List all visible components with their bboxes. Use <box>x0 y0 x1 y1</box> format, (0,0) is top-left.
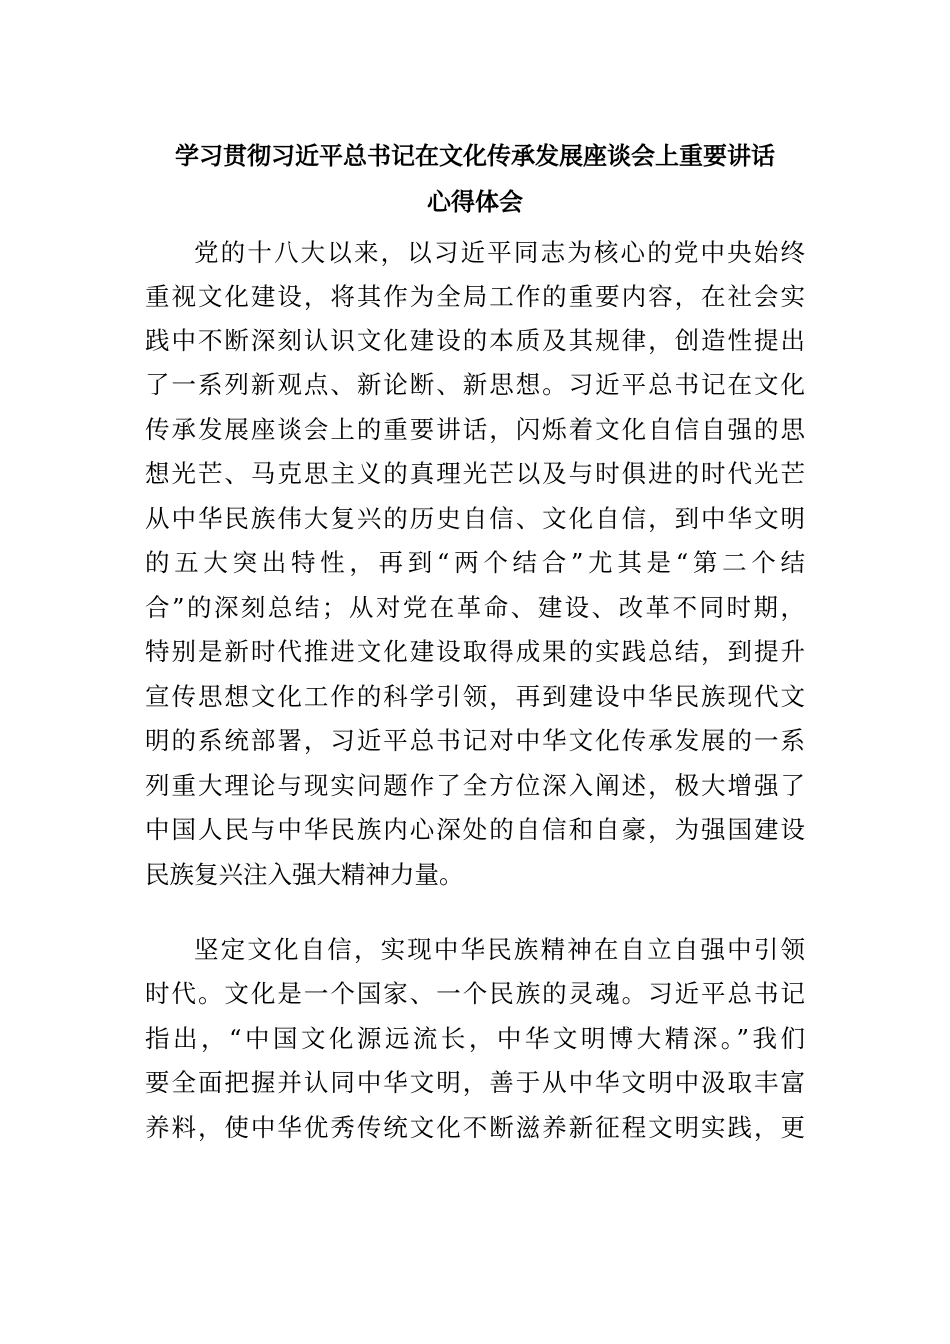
document-title-line-2: 心得体会 <box>427 188 523 216</box>
paragraph-line: 列重大理论与现实问题作了全方位深入阐述，极大增强了 <box>145 771 805 800</box>
paragraph-line: 中国人民与中华民族内心深处的自信和自豪，为强国建设 <box>145 815 805 844</box>
paragraph-line: 养料，使中华优秀传统文化不断滋养新征程文明实践，更 <box>145 1113 805 1142</box>
paragraph-line: 民族复兴注入强大精神力量。 <box>145 860 464 889</box>
paragraph-line: 要全面把握并认同中华文明，善于从中华文明中汲取丰富 <box>145 1068 805 1097</box>
paragraph-line: 时代。文化是一个国家、一个民族的灵魂。习近平总书记 <box>145 979 805 1008</box>
paragraph-line: 从中华民族伟大复兴的历史自信、文化自信，到中华文明 <box>145 504 805 533</box>
paragraph-line: 重视文化建设，将其作为全局工作的重要内容，在社会实 <box>145 282 805 311</box>
paragraph-line: 党的十八大以来，以习近平同志为核心的党中央始终 <box>194 238 805 267</box>
paragraph-line: 传承发展座谈会上的重要讲话，闪烁着文化自信自强的思 <box>145 415 805 444</box>
paragraph-line: 宣传思想文化工作的科学引领，再到建设中华民族现代文 <box>145 682 805 711</box>
paragraph-line: 了一系列新观点、新论断、新思想。习近平总书记在文化 <box>145 370 805 399</box>
paragraph-line: 明的系统部署，习近平总书记对中华文化传承发展的一系 <box>145 726 805 755</box>
paragraph-line: 指出，“中国文化源远流长，中华文明博大精深。”我们 <box>145 1024 805 1053</box>
paragraph-line: 想光芒、马克思主义的真理光芒以及与时俱进的时代光芒 <box>145 459 805 488</box>
paragraph-line: 的五大突出特性，再到“两个结合”尤其是“第二个结 <box>145 548 805 577</box>
paragraph-line: 坚定文化自信，实现中华民族精神在自立自强中引领 <box>194 935 805 964</box>
paragraph-line: 合”的深刻总结；从对党在革命、建设、改革不同时期， <box>145 593 805 622</box>
paragraph-line: 践中不断深刻认识文化建设的本质及其规律，创造性提出 <box>145 326 805 355</box>
paragraph-line: 特别是新时代推进文化建设取得成果的实践总结，到提升 <box>145 637 805 666</box>
document-title-line-1: 学习贯彻习近平总书记在文化传承发展座谈会上重要讲话 <box>175 142 775 170</box>
